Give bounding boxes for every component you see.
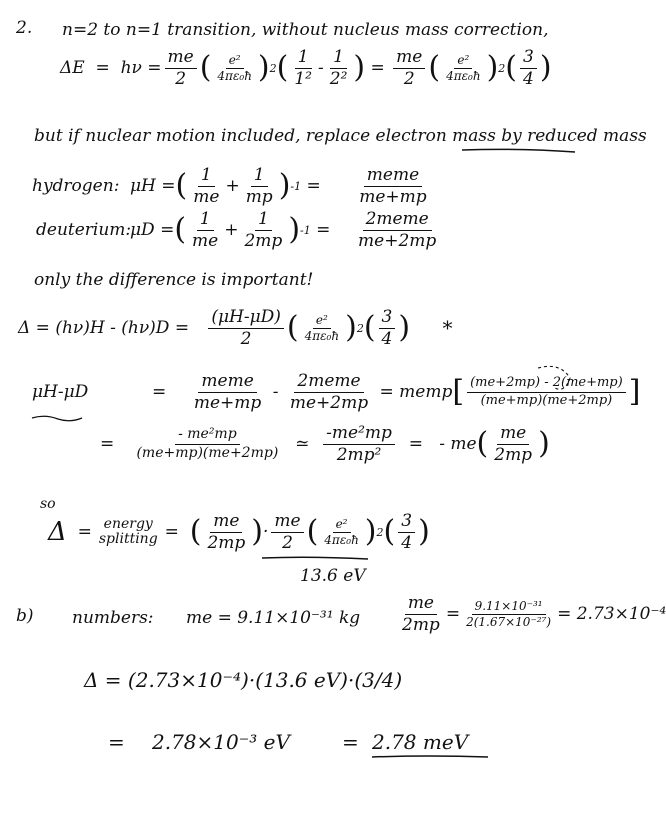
mass-difference-line-2: = $\frac{\text{- me²mp}}{(me+mp)(me+2mp)}$ ≃ $\frac{\text{-me²mp}}{\text{2mp²}}$ = - me ( $\frac{me}{2mp}$ ) [100,423,550,465]
so-label: so [40,496,56,512]
nuclear-motion-text: but if nuclear motion included, replace electron mass by reduced mass [34,126,647,146]
intro-text: n=2 to n=1 transition, without nucleus mass correction, [62,20,549,40]
deuterium-reduced-mass: $\frac{\text{2meme}}{me+2mp}$ [358,209,437,251]
hydrogen-reduced-mass: $\frac{\text{meme}}{me+mp}$ [359,165,427,207]
rydberg-underline [262,557,368,559]
final-eq-sign-2: = [342,730,359,754]
energy-splitting-label: energy splitting [98,515,158,548]
deuterium-label: deuterium: [36,220,132,241]
rydberg-energy-label: 13.6 eV [300,566,366,586]
one-over-2sq: $\frac{1}{\text{2²}}$ [329,47,348,89]
reduced-mass-underline [462,149,575,152]
mass-ratio-calc: $\frac{me}{2mp}$ = $\frac{\text{9.11×10⁻³¹}}{\text{2(1.67×10⁻²⁷)}}$ = 2.73×10⁻⁴ [402,593,666,635]
me-over-2-b: $\frac{me}{2}$ [393,48,425,88]
hydrogen-line: hydrogen: μH = ( $\frac{1}{me}$ + $\frac{1}{mp}$ ) -1 = $\frac{\text{meme}}{me+mp}$ [32,166,433,206]
final-value-mev: 2.78 meV [372,730,469,754]
me-over-2: $\frac{me}{2}$ [165,48,197,88]
final-eq-sign: = [108,730,125,754]
mass-difference-line-1: μH-μD = $\frac{\text{meme}}{me+mp}$ - $\frac{\text{2meme}}{me+2mp}$ = memp [ $\frac{(me+2mp) - 2(me+mp)}{(me+mp)(me+2mp)}$ ] [32,371,641,413]
final-value-ev: 2.78×10⁻³ eV [152,730,290,754]
muh-mud-underline [32,416,82,421]
muh-minus-mud: μH-μD [32,382,89,403]
one-over-1sq: $\frac{1}{\text{1²}}$ [294,47,312,89]
energy-splitting-equation: Δ = energy splitting = ( $\frac{me}{2mp}$ ) · $\frac{me}{2}$ ( $\frac{\text{e²}}{\text{4πε₀ħ}}$ ) 2 ( $\frac{3}{4}$ ) [48,511,430,553]
delta-equation: Δ = (hν)H - (hν)D = $\frac{(\mu H-\mu D)}{2}$ ( $\frac{\text{e²}}{\text{4πε₀ħ}}$ ) 2 ( $\frac{3}{4}$ ) * [18,307,453,349]
eq1-equals-2: = [147,58,162,79]
eq1-hv: hν [120,58,142,79]
e2-over-4pi: $\frac{\text{e²}}{\text{4πε₀ħ}}$ [217,52,252,83]
hydrogen-label: hydrogen: [32,176,120,197]
three-fourths: $\frac{3}{4}$ [520,48,537,88]
part-b-label: b) [16,606,34,626]
eq1-equals: = [95,58,110,79]
delta-e-equation: ΔE = hν = $\frac{me}{2}$ ( $\frac{\text{e²}}{\text{4πε₀ħ}}$ ) 2 ( $\frac{1}{\text{1²}}$ - $\frac{1}{\text{2²}}$ ) = $\frac{me}{2}$ ( $\frac{\text{e²}}{\text{4πε₀ħ}}$ ) 2 ( $\frac{3}{4}$ ) [60,47,552,89]
only-difference-text: only the difference is important! [34,270,314,290]
electron-mass-value: me = 9.11×10⁻³¹ kg [186,608,361,628]
reduced-mass-text: reduced mass [527,126,647,146]
numbers-label: numbers: [72,608,154,628]
answer-underline [372,756,488,757]
e2-over-4pi-b: $\frac{\text{e²}}{\text{4πε₀ħ}}$ [446,52,481,83]
problem-number: 2. [16,18,33,38]
star-mark: * [442,316,453,341]
delta-numeric: Δ = (2.73×10⁻⁴)·(13.6 eV)·(3/4) [84,668,403,692]
deuterium-line: deuterium: μD = ( $\frac{1}{me}$ + $\frac{1}{2mp}$ ) -1 = $\frac{\text{2meme}}{me+2mp}$ [36,210,442,250]
eq1-lhs: ΔE [60,58,85,79]
